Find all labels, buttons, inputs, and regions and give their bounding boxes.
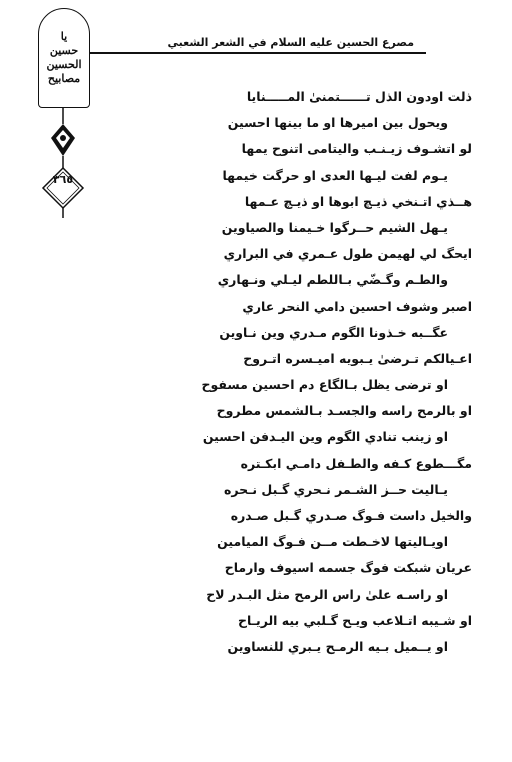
verse-line: يـوم لفت ليـها العدى او حرگت خيمها	[222, 167, 448, 183]
poem-text	[96, 84, 472, 660]
verse-line: لو اتشـوف زيـنـب واليتامى اتنوح يمها	[241, 141, 472, 157]
logo-line: يا	[60, 30, 68, 43]
verse-line: او زينب تنادي الگوم وين اليـدفن احسين	[202, 429, 448, 445]
verse-line: او بالرمح راسه والجسـد بـالشمس مطروح	[216, 403, 472, 419]
verse-line: او يــميل بـيه الرمـح يـبري للنساوين	[227, 638, 448, 654]
verse-line: ويحول بين اميرها او ما بينها احسين	[227, 115, 448, 131]
page-number: ٣٦٥	[52, 173, 74, 186]
logo-line: حسين	[49, 44, 79, 57]
verse-line: والطـم وگـضّي بـاللطم ليـلي ونـهاري	[217, 272, 448, 288]
page-header	[0, 0, 512, 85]
logo-line: الحسين	[46, 58, 82, 71]
verse-line: هــذي اتـنخي ذيـچ ابوها او ذيـچ عـمها	[244, 193, 472, 209]
verse-line: عريان شبكت فوگ جسمه اسيوف وارماح	[224, 560, 472, 576]
verse-line: اويـاليتها لاخـطت مــن فـوگ الميامين	[217, 534, 448, 550]
verse-line: عگــبه خـذونا الگوم مـدري وين نـاوين	[219, 324, 448, 340]
logo-line: مصابيح	[47, 72, 81, 85]
verse-line: ذلت اودون الذل تــــــتمنىٰ المـــــنايا	[246, 89, 472, 104]
verse-line: يـاليت حــز الشـمر نـحري گـبل نـحره	[223, 481, 448, 497]
verse-line: او شـيبه اتـلاعب ويـح گـلبي بيه الريـاح	[238, 612, 472, 628]
verse-line: اصبر وشوف احسين دامي النحر عاري	[242, 298, 472, 314]
header-rule	[60, 52, 426, 54]
verse-line: ايحگ لي لهيمن طول عـمري في البراري	[223, 246, 472, 262]
calligraphy-logo	[38, 8, 90, 108]
ornament-icon	[40, 108, 86, 218]
verse-line: او ترضى يظل بـالگاع دم احسين مسفوح	[201, 377, 448, 393]
verse-line: مگـــطوع كـفه والطـفل دامـي ابكـتره	[240, 455, 472, 471]
running-title: مصرع الحسين عليه السلام في الشعر الشعبي	[167, 36, 414, 49]
verse-line: او راسـه علىٰ راس الرمح مثل البـدر لاح	[206, 586, 448, 602]
verse-line: اعـيالكم تـرضىٰ يـبويه اميـسره اتـروح	[243, 350, 472, 366]
verse-line: والخيل داست فـوگ صـدري گـبل صـدره	[230, 508, 472, 523]
verse-line: يـهل الشيم حــرگوا خـيمنا والصياوين	[221, 219, 448, 235]
